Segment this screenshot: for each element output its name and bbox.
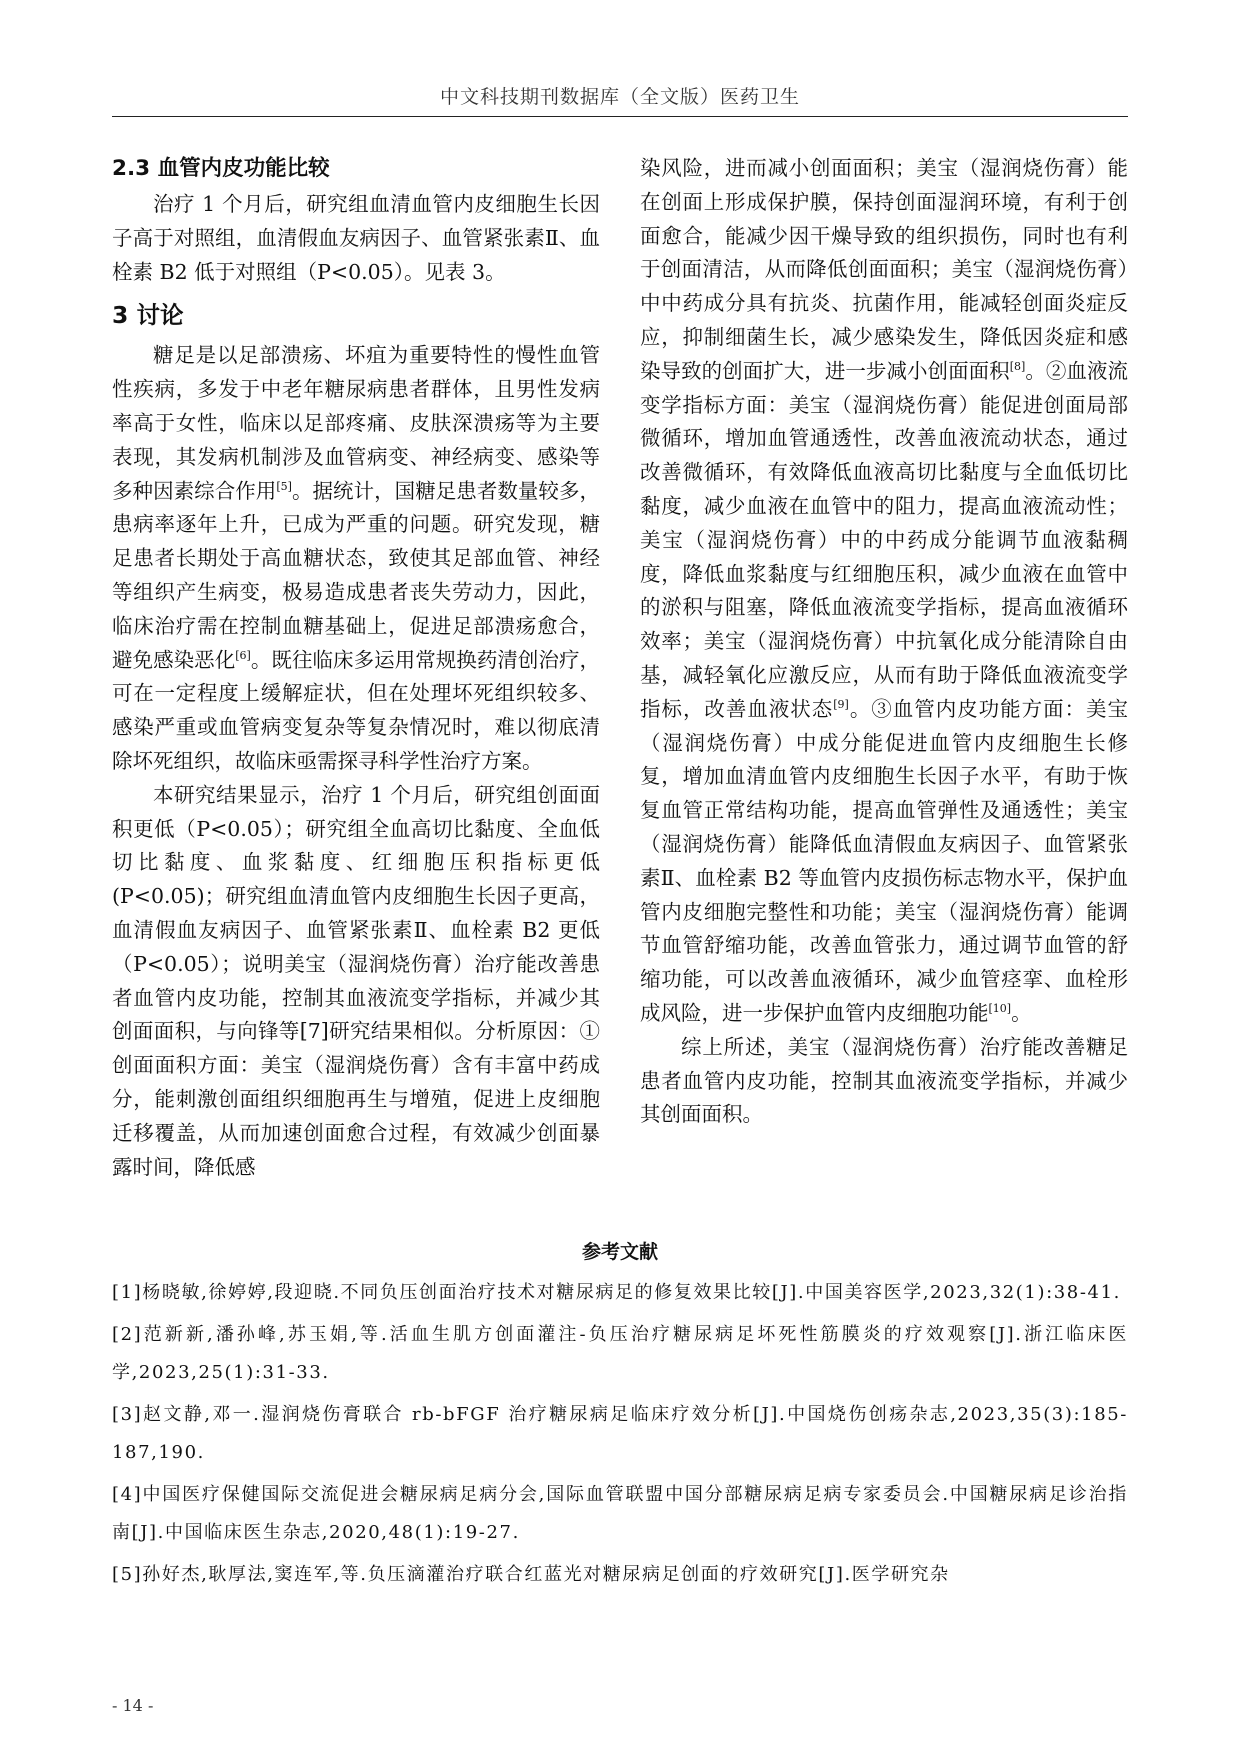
left-column	[112, 150, 600, 1184]
running-header: 中文科技期刊数据库（全文版）医药卫生	[439, 86, 800, 108]
paragraph-discussion-2-continued	[640, 152, 1128, 1031]
paragraph-conclusion: 综上所述，美宝（湿润烧伤膏）治疗能改善糖足患者血管内皮功能，控制其血液流变学指标，并减少其创面面积。	[640, 1034, 1128, 1127]
reference-item: [4]中国医疗保健国际交流促进会糖尿病足病分会,国际血管联盟中国分部糖尿病足病专家委员会.中国糖尿病足诊治指南[J].中国临床医生杂志,2020,48(1):19-27.	[112, 1484, 1128, 1543]
citation-5: [5]	[276, 479, 292, 493]
reference-item: [5]孙好杰,耿厚法,窦连军,等.负压滴灌治疗联合红蓝光对糖尿病足创面的疗效研究[J].医学研究杂	[112, 1564, 950, 1585]
text-run: 。	[1011, 1000, 1032, 1025]
paragraph-discussion-1	[112, 339, 600, 778]
right-column	[640, 152, 1128, 1132]
reference-list	[112, 1274, 1128, 1598]
section-heading-2-3: 2.3 血管内皮功能比较	[112, 156, 330, 181]
citation-9: [9]	[833, 697, 849, 711]
paragraph-endothelial-results: 治疗 1 个月后，研究组血清血管内皮细胞生长因子高于对照组，血清假血友病因子、血管紧张素Ⅱ、血栓素 B2 低于对照组（P<0.05）。见表 3。	[112, 192, 600, 284]
text-run: 。②血液流变学指标方面：美宝（湿润烧伤膏）能促进创面局部微循环，增加血管通透性，改善血液流动状态，通过改善微循环，有效降低血液高切比黏度与全血低切比黏度，减少血液在血管中的阻力，提高血液流动性；美宝（湿润烧伤膏）中的中药成分能调节血液黏稠度，降低血浆黏度与红细胞压积，减少血液在血管中的淤积与阻塞，降低血液流变学指标，提高血液循环效率；美宝（湿润烧伤膏）中抗氧化成分能清除自由基，减轻氧化应激反应，从而有助于降低血液流变学指标，改善血液状态	[640, 358, 1129, 721]
paragraph-discussion-2: 本研究结果显示，治疗 1 个月后，研究组创面面积更低（P<0.05）；研究组全血高切比黏度、全血低切比黏度、血浆黏度、红细胞压积指标更低(P<0.05)；研究组血清血管内皮细胞生长因子更高，血清假血友病因子、血管紧张素Ⅱ、血栓素 B2 更低（P<0.05）；说明美宝（湿润烧伤膏）治疗能改善患者血管内皮功能，控制其血液流变学指标，并减少其创面面积，与向锋等[7]研究结果相似。分析原因：①创面面积方面：美宝（湿润烧伤膏）含有丰富中药成分，能刺激创面组织细胞再生与增殖，促进上皮细胞迁移覆盖，从而加速创面愈合过程，有效减少创面暴露时间，降低感	[112, 782, 600, 1179]
citation-6: [6]	[235, 648, 251, 662]
page-number: - 14 -	[112, 1696, 154, 1715]
text-run: 。既往临床多运用常规换药清创治疗，可在一定程度上缓解症状，但在处理坏死组织较多、感染严重或血管病变复杂等复杂情况时，难以彻底清除坏死组织，故临床亟需探寻科学性治疗方案。	[112, 647, 601, 773]
text-run: 糖足是以足部溃疡、坏疽为重要特性的慢性血管性疾病，多发于中老年糖尿病患者群体，且男性发病率高于女性，临床以足部疼痛、皮肤深溃疡等为主要表现，其发病机制涉及血管病变、神经病变、感染等多种因素综合作用	[112, 343, 600, 503]
text-run: 。据统计，国糖足患者数量较多，患病率逐年上升，已成为严重的问题。研究发现，糖足患者长期处于高血糖状态，致使其足部血管、神经等组织产生病变，极易造成患者丧失劳动力，因此，临床治疗需在控制血糖基础上，促进足部溃疡愈合，避免感染恶化	[112, 478, 601, 672]
references-heading: 参考文献	[581, 1241, 658, 1263]
reference-item: [2]范新新,潘孙峰,苏玉娟,等.活血生肌方创面灌注-负压治疗糖尿病足坏死性筋膜炎的疗效观察[J].浙江临床医学,2023,25(1):31-33.	[112, 1324, 1128, 1383]
section-heading-3: 3 讨论	[112, 301, 184, 330]
citation-8: [8]	[1009, 359, 1026, 373]
citation-10: [10]	[988, 1002, 1012, 1016]
reference-item: [1]杨晓敏,徐婷婷,段迎晓.不同负压创面治疗技术对糖尿病足的修复效果比较[J].中国美容医学,2023,32(1):38-41.	[112, 1282, 1121, 1303]
text-run: 。③血管内皮功能方面：美宝（湿润烧伤膏）中成分能促进血管内皮细胞生长修复，增加血清血管内皮细胞生长因子水平，有助于恢复血管正常结构功能，提高血管弹性及通透性；美宝（湿润烧伤膏）能降低血清假血友病因子、血管紧张素Ⅱ、血栓素 B2 等血管内皮损伤标志物水平，保护血管内皮细胞完整性和功能；美宝（湿润烧伤膏）能调节血管舒缩功能，改善血管张力，通过调节血管的舒缩功能，可以改善血液循环，减少血管痉挛、血栓形成风险，进一步保护血管内皮细胞功能	[640, 696, 1129, 1025]
header-rule	[112, 116, 1128, 117]
text-run: 染风险，进而减小创面面积；美宝（湿润烧伤膏）能在创面上形成保护膜，保持创面湿润环境，有利于创面愈合，能减少因干燥导致的组织损伤，同时也有利于创面清洁，从而降低创面面积；美宝（湿润烧伤膏）中中药成分具有抗炎、抗菌作用，能减轻创面炎症反应，抑制细菌生长，减少感染发生，降低因炎症和感染导致的创面扩大，进一步减小创面面积	[640, 156, 1128, 383]
reference-item: [3]赵文静,邓一.湿润烧伤膏联合 rb-bFGF 治疗糖尿病足临床疗效分析[J].中国烧伤创疡杂志,2023,35(3):185-187,190.	[112, 1404, 1128, 1463]
